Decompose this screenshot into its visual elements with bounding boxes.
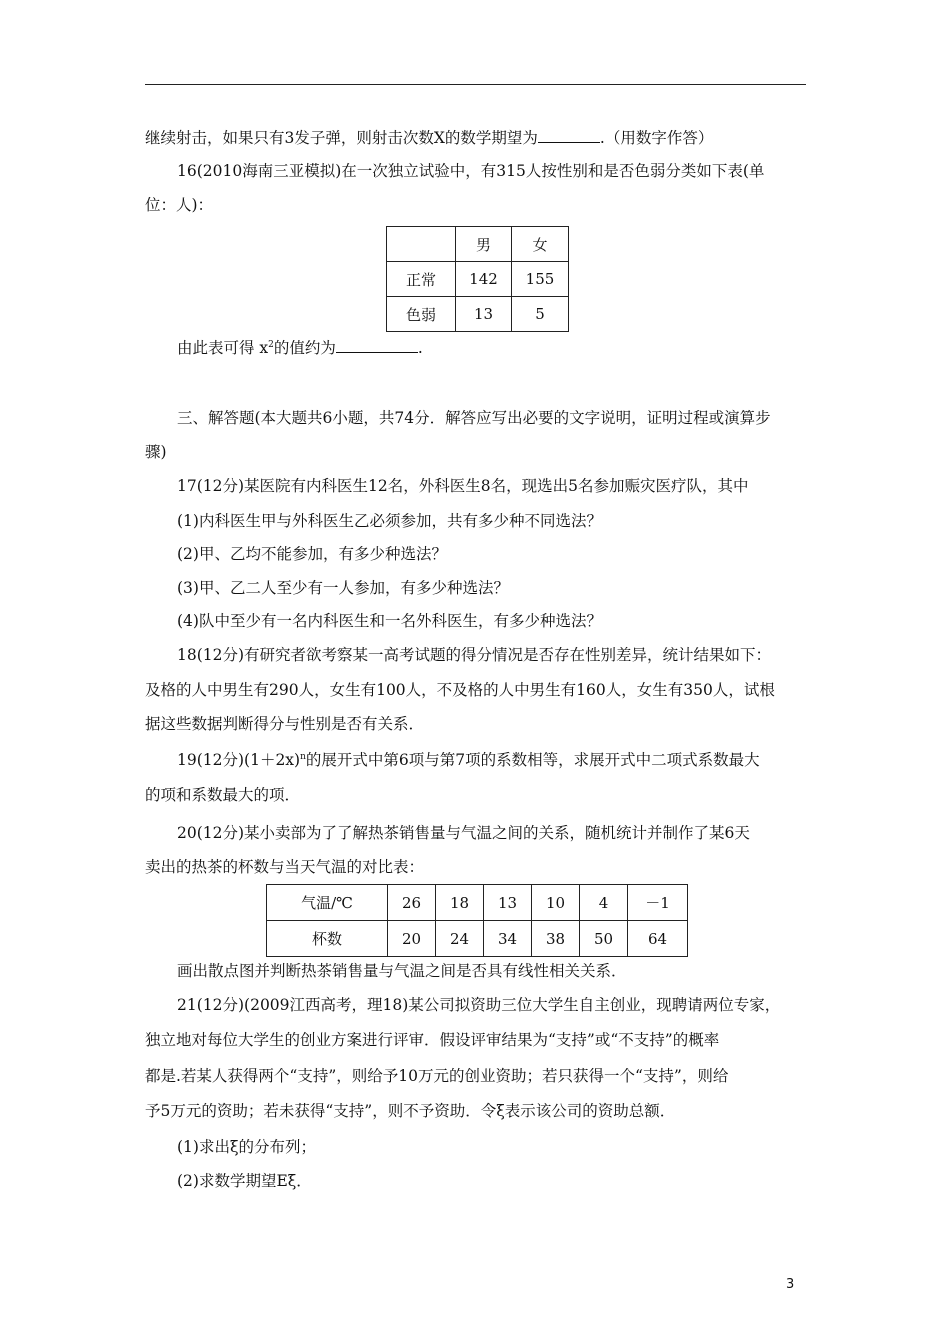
q16-text: 由此表可得 x [177, 339, 269, 357]
table-row [267, 885, 688, 921]
table-cell: －1 [628, 885, 688, 921]
table-cell: 13 [456, 297, 512, 332]
table-cell: 26 [388, 885, 436, 921]
q21-part-1: (1)求出ξ的分布列； [177, 1138, 316, 1156]
q15-text-end: .（用数字作答） [599, 129, 714, 147]
table-cell: 男 [456, 227, 512, 262]
q19-text: 的展开式中第6项与第7项的系数相等，求展开式中二项式系数最大 [305, 751, 760, 769]
q18-line-2: 及格的人中男生有290人，女生有100人，不及格的人中男生有160人，女生有350人，试根 [145, 681, 775, 699]
q16-line-2: 位：人)： [145, 196, 214, 214]
q15-answer-blank [538, 128, 600, 143]
table-cell [387, 227, 456, 262]
table-cell: 杯数 [267, 921, 388, 957]
table-cell: 女 [512, 227, 569, 262]
q20-line-3: 画出散点图并判断热茶销售量与气温之间是否具有线性相关关系． [177, 962, 627, 980]
table-cell: 5 [512, 297, 569, 332]
q20-line-2: 卖出的热茶的杯数与当天气温的对比表： [145, 858, 425, 876]
superscript: n [300, 752, 306, 762]
q21-line-2: 独立地对每位大学生的创业方案进行评审．假设评审结果为“支持”或“不支持”的概率 [145, 1031, 720, 1049]
table-cell: 155 [512, 262, 569, 297]
table-cell: 4 [580, 885, 628, 921]
q16-text: 的值约为 [273, 339, 336, 357]
page-number: 3 [786, 1277, 795, 1292]
table-cell: 20 [388, 921, 436, 957]
q16-line-1: 16(2010海南三亚模拟)在一次独立试验中，有315人按性别和是否色弱分类如下表(单 [177, 162, 765, 180]
table-cell: 142 [456, 262, 512, 297]
q17-part-2: (2)甲、乙均不能参加，有多少种选法？ [177, 545, 447, 563]
table-cell: 10 [532, 885, 580, 921]
table-cell: 24 [436, 921, 484, 957]
q15-text: 继续射击，如果只有3发子弹，则射击次数X的数学期望为 [145, 129, 538, 147]
q21-line-3: 都是.若某人获得两个“支持”，则给予10万元的创业资助；若只获得一个“支持”，则给 [145, 1067, 729, 1085]
q16-answer-blank [336, 338, 418, 353]
table-cell: 38 [532, 921, 580, 957]
table-cell: 50 [580, 921, 628, 957]
table-cell: 气温/℃ [267, 885, 388, 921]
table-row [387, 297, 569, 332]
table-cell: 34 [484, 921, 532, 957]
table-row [387, 262, 569, 297]
q18-line-3: 据这些数据判断得分与性别是否有关系． [145, 715, 425, 733]
table-cell: 13 [484, 885, 532, 921]
section-heading: 三、解答题(本大题共6小题，共74分．解答应写出必要的文字说明，证明过程或演算步 [177, 409, 771, 427]
table-cell: 18 [436, 885, 484, 921]
table-header-row [387, 227, 569, 262]
header-rule [145, 84, 806, 85]
table-row [267, 921, 688, 957]
table-cell: 64 [628, 921, 688, 957]
q21-part-2: (2)求数学期望Eξ． [177, 1172, 312, 1190]
q17-part-3: (3)甲、乙二人至少有一人参加，有多少种选法？ [177, 579, 509, 597]
q21-line-4: 予5万元的资助；若未获得“支持”，则不予资助．令ξ表示该公司的资助总额． [145, 1102, 676, 1120]
tea-temperature-table [266, 884, 688, 957]
table-cell: 正常 [387, 262, 456, 297]
q16-line-3 [177, 338, 423, 358]
section-heading-cont: 骤) [145, 443, 167, 461]
q21-line-1: 21(12分)(2009江西高考，理18)某公司拟资助三位大学生自主创业，现聘请两位专家， [177, 996, 781, 1014]
q17-part-1: (1)内科医生甲与外科医生乙必须参加，共有多少种不同选法？ [177, 512, 602, 530]
q17-stem: 17(12分)某医院有内科医生12名，外科医生8名，现选出5名参加赈灾医疗队，其中 [177, 477, 749, 495]
q20-line-1: 20(12分)某小卖部为了了解热茶销售量与气温之间的关系，随机统计并制作了某6天 [177, 824, 750, 842]
superscript: 2 [268, 340, 274, 350]
q16-text-end: . [417, 339, 423, 357]
color-blindness-table [386, 226, 569, 332]
table-cell: 色弱 [387, 297, 456, 332]
q19-text: 19(12分)(1＋2x) [177, 751, 301, 769]
q19-line-2: 的项和系数最大的项． [145, 786, 301, 804]
q15-continuation [145, 128, 713, 148]
q17-part-4: (4)队中至少有一名内科医生和一名外科医生，有多少种选法？ [177, 612, 602, 630]
q19-line-1 [177, 750, 760, 770]
q18-line-1: 18(12分)有研究者欲考察某一高考试题的得分情况是否存在性别差异，统计结果如下： [177, 646, 772, 664]
